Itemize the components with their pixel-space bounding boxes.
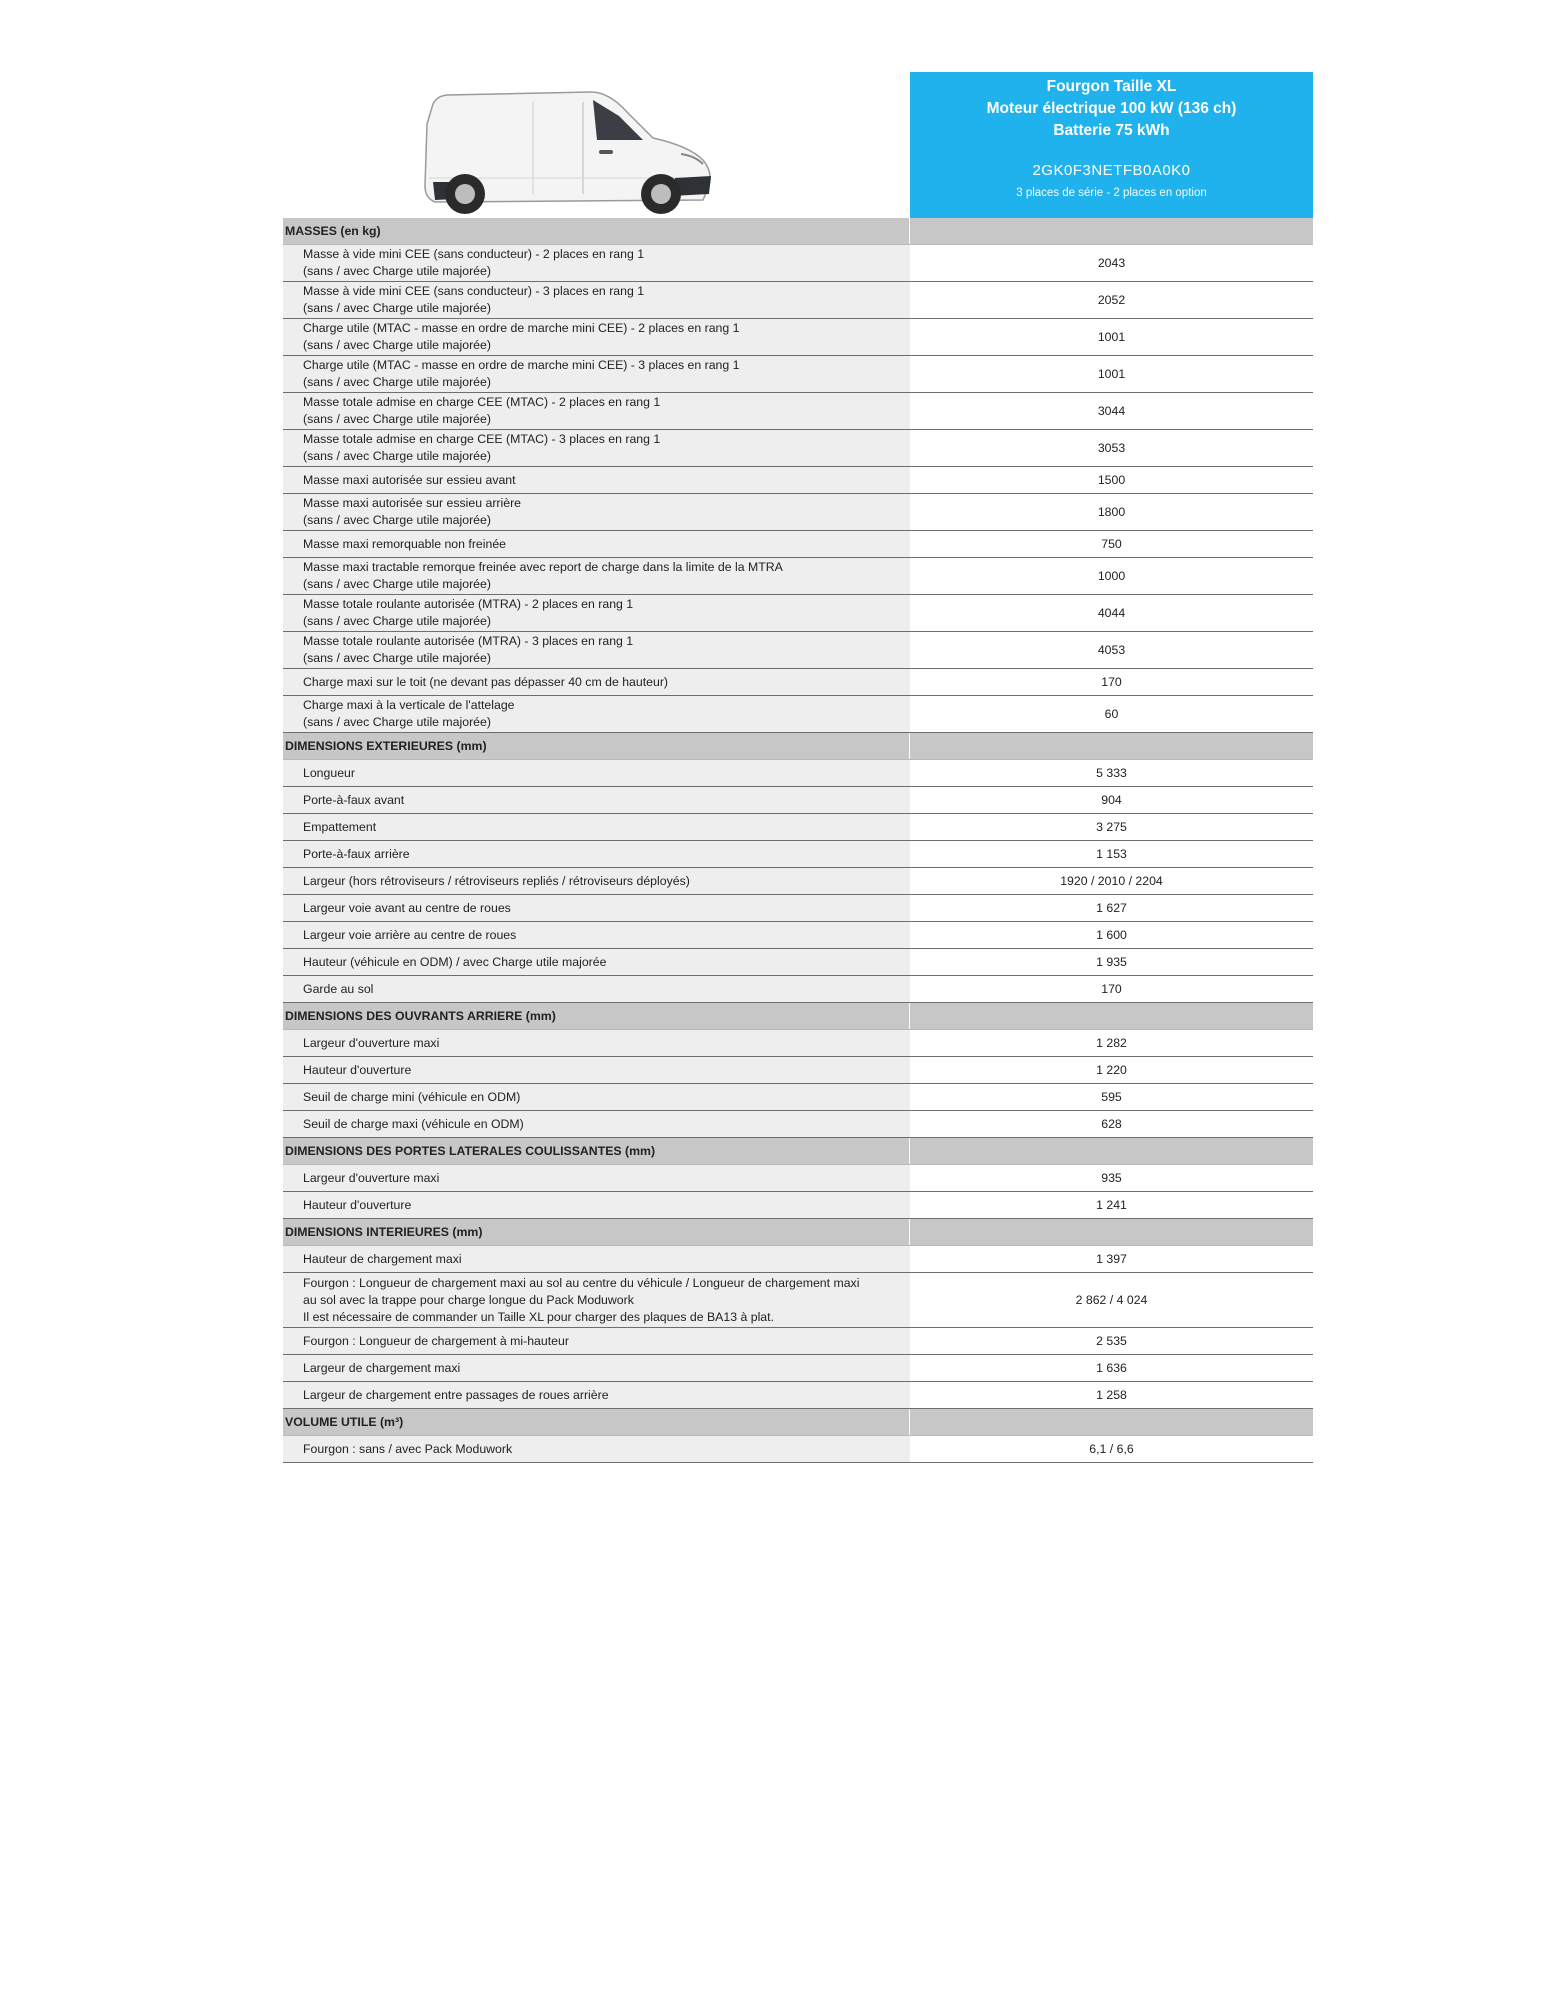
section-header xyxy=(283,218,1313,245)
table-row xyxy=(283,1192,1313,1219)
table-row xyxy=(283,949,1313,976)
table-row xyxy=(283,976,1313,1003)
model-code: 2GK0F3NETFB0A0K0 xyxy=(1032,162,1191,179)
table-row xyxy=(283,1436,1313,1463)
table-row xyxy=(283,494,1313,531)
spec-value: 6,1 / 6,6 xyxy=(910,1436,1313,1462)
table-row xyxy=(283,1165,1313,1192)
spec-value: 1800 xyxy=(910,494,1313,530)
section-header xyxy=(283,1003,1313,1030)
spec-header xyxy=(283,72,1313,218)
section-value-cell xyxy=(910,733,1313,759)
spec-label: Seuil de charge maxi (véhicule en ODM) xyxy=(283,1111,910,1137)
table-row xyxy=(283,1246,1313,1273)
table-row xyxy=(283,814,1313,841)
spec-value: 3 275 xyxy=(910,814,1313,840)
spec-value: 935 xyxy=(910,1165,1313,1191)
model-title-line: Fourgon Taille XL xyxy=(1046,78,1177,95)
section-value-cell xyxy=(910,1138,1313,1164)
spec-label: Masse totale admise en charge CEE (MTAC) - 2 places en rang 1 (sans / avec Charge utile majorée) xyxy=(283,393,910,429)
spec-value: 3053 xyxy=(910,430,1313,466)
spec-label: Masse totale roulante autorisée (MTRA) - 3 places en rang 1 (sans / avec Charge utile majorée) xyxy=(283,632,910,668)
section-value-cell xyxy=(910,1003,1313,1029)
spec-label: Masse maxi autorisée sur essieu arrière (sans / avec Charge utile majorée) xyxy=(283,494,910,530)
spec-value: 904 xyxy=(910,787,1313,813)
spec-label: Masse à vide mini CEE (sans conducteur) - 2 places en rang 1 (sans / avec Charge utile majorée) xyxy=(283,245,910,281)
spec-label: Charge maxi à la verticale de l'attelage (sans / avec Charge utile majorée) xyxy=(283,696,910,732)
table-row xyxy=(283,1382,1313,1409)
table-row xyxy=(283,895,1313,922)
model-title-line: Batterie 75 kWh xyxy=(1053,122,1170,139)
spec-label: Charge utile (MTAC - masse en ordre de marche mini CEE) - 2 places en rang 1 (sans / avec Charge utile majorée) xyxy=(283,319,910,355)
spec-value: 2043 xyxy=(910,245,1313,281)
spec-value: 628 xyxy=(910,1111,1313,1137)
spec-value: 2052 xyxy=(910,282,1313,318)
spec-value: 1 636 xyxy=(910,1355,1313,1381)
spec-value: 1 241 xyxy=(910,1192,1313,1218)
spec-label: Hauteur d'ouverture xyxy=(283,1057,910,1083)
spec-label: Largeur voie arrière au centre de roues xyxy=(283,922,910,948)
spec-label: Masse à vide mini CEE (sans conducteur) - 3 places en rang 1 (sans / avec Charge utile majorée) xyxy=(283,282,910,318)
spec-label: Masse maxi remorquable non freinée xyxy=(283,531,910,557)
section-title: DIMENSIONS EXTERIEURES (mm) xyxy=(283,733,910,759)
table-row xyxy=(283,1328,1313,1355)
spec-label: Hauteur (véhicule en ODM) / avec Charge utile majorée xyxy=(283,949,910,975)
spec-value: 1 220 xyxy=(910,1057,1313,1083)
spec-label: Masse maxi tractable remorque freinée avec report de charge dans la limite de la MTRA (sans / avec Charge utile majorée) xyxy=(283,558,910,594)
section-title: DIMENSIONS DES OUVRANTS ARRIERE (mm) xyxy=(283,1003,910,1029)
model-header-box xyxy=(910,72,1313,218)
spec-label: Masse maxi autorisée sur essieu avant xyxy=(283,467,910,493)
spec-value: 1500 xyxy=(910,467,1313,493)
van-illustration xyxy=(413,82,733,217)
spec-value: 4053 xyxy=(910,632,1313,668)
spec-label: Longueur xyxy=(283,760,910,786)
spec-value: 1 600 xyxy=(910,922,1313,948)
table-row xyxy=(283,282,1313,319)
table-row xyxy=(283,841,1313,868)
spec-value: 750 xyxy=(910,531,1313,557)
section-title: MASSES (en kg) xyxy=(283,218,910,244)
spec-label: Porte-à-faux arrière xyxy=(283,841,910,867)
section-header xyxy=(283,1219,1313,1246)
section-value-cell xyxy=(910,1409,1313,1435)
table-row xyxy=(283,669,1313,696)
spec-value: 1 258 xyxy=(910,1382,1313,1408)
spec-label: Seuil de charge mini (véhicule en ODM) xyxy=(283,1084,910,1110)
spec-value: 1 282 xyxy=(910,1030,1313,1056)
spec-label: Garde au sol xyxy=(283,976,910,1002)
table-row xyxy=(283,319,1313,356)
spec-label: Fourgon : Longueur de chargement maxi au sol au centre du véhicule / Longueur de chargement maxi au sol avec la trappe pour charge longue du Pack Moduwork Il est nécessaire de commander un Taille XL pour charger des plaques de BA13 à plat. xyxy=(283,1273,910,1327)
spec-label: Charge utile (MTAC - masse en ordre de marche mini CEE) - 3 places en rang 1 (sans / avec Charge utile majorée) xyxy=(283,356,910,392)
spec-sheet xyxy=(283,72,1313,1463)
table-row xyxy=(283,1057,1313,1084)
spec-value: 1 935 xyxy=(910,949,1313,975)
spec-value: 170 xyxy=(910,976,1313,1002)
section-title: DIMENSIONS INTERIEURES (mm) xyxy=(283,1219,910,1245)
section-title: DIMENSIONS DES PORTES LATERALES COULISSANTES (mm) xyxy=(283,1138,910,1164)
spec-label: Porte-à-faux avant xyxy=(283,787,910,813)
spec-label: Empattement xyxy=(283,814,910,840)
spec-label: Largeur de chargement maxi xyxy=(283,1355,910,1381)
model-title-line: Moteur électrique 100 kW (136 ch) xyxy=(986,100,1237,117)
table-row xyxy=(283,787,1313,814)
spec-value: 4044 xyxy=(910,595,1313,631)
spec-value: 2 535 xyxy=(910,1328,1313,1354)
table-row xyxy=(283,356,1313,393)
spec-value: 170 xyxy=(910,669,1313,695)
table-row xyxy=(283,467,1313,494)
section-header xyxy=(283,1409,1313,1436)
table-row xyxy=(283,558,1313,595)
table-row xyxy=(283,868,1313,895)
table-row xyxy=(283,1273,1313,1328)
table-row xyxy=(283,632,1313,669)
spec-label: Fourgon : Longueur de chargement à mi-hauteur xyxy=(283,1328,910,1354)
spec-value: 1000 xyxy=(910,558,1313,594)
spec-value: 60 xyxy=(910,696,1313,732)
table-row xyxy=(283,760,1313,787)
spec-value: 1 153 xyxy=(910,841,1313,867)
spec-value: 5 333 xyxy=(910,760,1313,786)
spec-label: Largeur de chargement entre passages de roues arrière xyxy=(283,1382,910,1408)
table-row xyxy=(283,1111,1313,1138)
table-row xyxy=(283,595,1313,632)
spec-value: 3044 xyxy=(910,393,1313,429)
section-value-cell xyxy=(910,1219,1313,1245)
spec-value: 1920 / 2010 / 2204 xyxy=(910,868,1313,894)
spec-value: 1001 xyxy=(910,319,1313,355)
spec-label: Hauteur de chargement maxi xyxy=(283,1246,910,1272)
table-row xyxy=(283,1355,1313,1382)
spec-label: Charge maxi sur le toit (ne devant pas dépasser 40 cm de hauteur) xyxy=(283,669,910,695)
spec-value: 2 862 / 4 024 xyxy=(910,1273,1313,1327)
spec-value: 595 xyxy=(910,1084,1313,1110)
table-row xyxy=(283,531,1313,558)
seats-note: 3 places de série - 2 places en option xyxy=(1016,187,1207,199)
spec-label: Largeur d'ouverture maxi xyxy=(283,1165,910,1191)
section-header xyxy=(283,733,1313,760)
section-value-cell xyxy=(910,218,1313,244)
spec-table xyxy=(283,218,1313,1463)
spec-label: Masse totale roulante autorisée (MTRA) - 2 places en rang 1 (sans / avec Charge utile majorée) xyxy=(283,595,910,631)
table-row xyxy=(283,245,1313,282)
spec-label: Fourgon : sans / avec Pack Moduwork xyxy=(283,1436,910,1462)
table-row xyxy=(283,1084,1313,1111)
section-title: VOLUME UTILE (m³) xyxy=(283,1409,910,1435)
table-row xyxy=(283,393,1313,430)
model-title xyxy=(910,76,1313,142)
spec-label: Largeur voie avant au centre de roues xyxy=(283,895,910,921)
table-row xyxy=(283,430,1313,467)
table-row xyxy=(283,696,1313,733)
spec-label: Largeur (hors rétroviseurs / rétroviseurs repliés / rétroviseurs déployés) xyxy=(283,868,910,894)
spec-value: 1 397 xyxy=(910,1246,1313,1272)
section-header xyxy=(283,1138,1313,1165)
spec-label: Masse totale admise en charge CEE (MTAC) - 3 places en rang 1 (sans / avec Charge utile majorée) xyxy=(283,430,910,466)
table-row xyxy=(283,922,1313,949)
spec-label: Largeur d'ouverture maxi xyxy=(283,1030,910,1056)
spec-value: 1001 xyxy=(910,356,1313,392)
spec-value: 1 627 xyxy=(910,895,1313,921)
table-row xyxy=(283,1030,1313,1057)
spec-label: Hauteur d'ouverture xyxy=(283,1192,910,1218)
